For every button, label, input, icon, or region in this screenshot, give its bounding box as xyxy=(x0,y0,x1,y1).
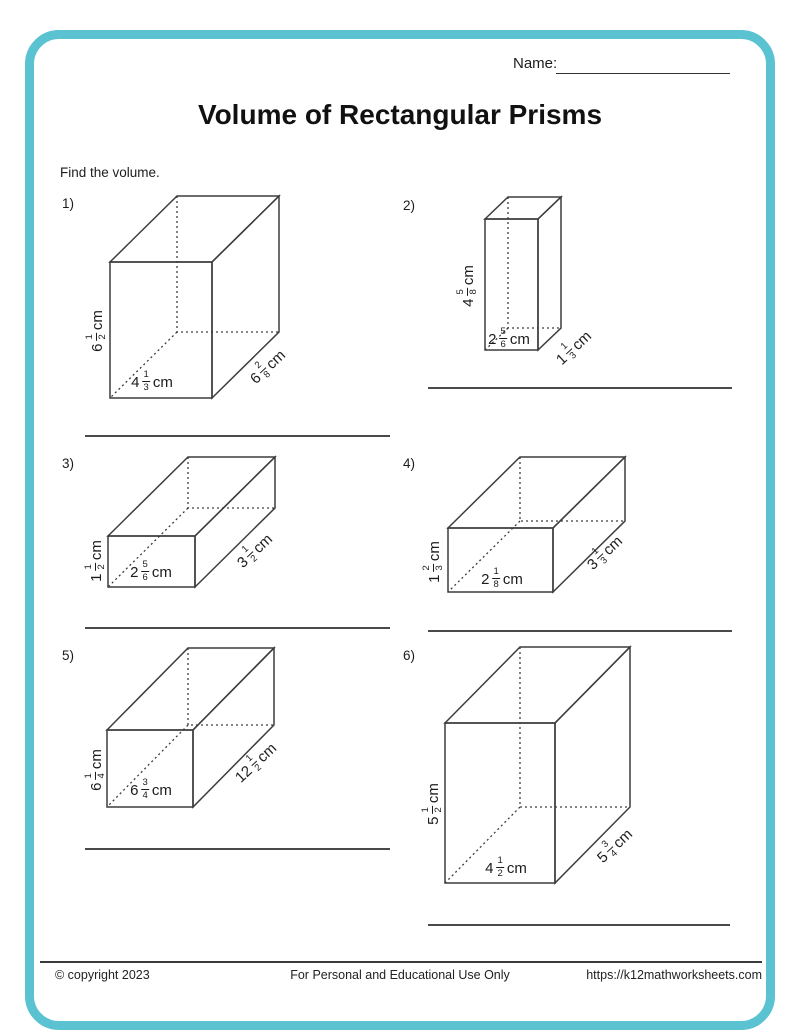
problem-number-1: 1) xyxy=(62,196,75,211)
fraction: 1 2 xyxy=(239,543,260,565)
height-label-4: 1 2 3 cm xyxy=(421,541,445,583)
fraction: 1 3 xyxy=(558,340,579,362)
width-label-2: 2 $\frac{5}{6}$ cm xyxy=(488,326,530,350)
name-label: Name: xyxy=(513,55,558,72)
height-label-1: 6 1 2 cm xyxy=(84,310,108,352)
depth-label-5: 12 1 2 cm xyxy=(231,739,280,786)
fraction: 1 2 xyxy=(84,334,108,340)
width-label-4: 2 $\frac{1}{8}$ cm xyxy=(481,566,523,590)
fraction: 1 2 xyxy=(243,752,264,774)
height-label-6: 5 1 2 cm xyxy=(420,783,444,825)
fraction: 2 3 xyxy=(421,565,445,571)
width-label-1: 4 $\frac{1}{3}$ cm xyxy=(131,369,173,393)
footer-usage: For Personal and Educational Use Only xyxy=(290,968,510,982)
fraction: 2 8 xyxy=(252,359,273,381)
page-title: Volume of Rectangular Prisms xyxy=(197,99,603,130)
depth-label-4: 3 1 3 cm xyxy=(583,532,626,574)
fraction: $\frac{1}{2}$ xyxy=(497,855,503,879)
fraction: $\frac{3}{4}$ xyxy=(142,777,148,801)
fraction: $\frac{1}{3}$ xyxy=(143,369,149,393)
footer-url: https://k12mathworksheets.com xyxy=(586,968,762,982)
fraction: $\frac{5}{6}$ xyxy=(142,559,148,583)
fraction: 1 4 xyxy=(83,773,107,779)
problem-number-4: 4) xyxy=(403,456,416,471)
footer-divider xyxy=(40,961,762,963)
depth-label-3: 3 1 2 cm xyxy=(233,530,276,572)
width-label-5: 6 $\frac{3}{4}$ cm xyxy=(130,777,172,801)
fraction: 5 8 xyxy=(455,289,479,295)
problem-number-3: 3) xyxy=(62,456,75,471)
height-label-3: 1 1 2 cm xyxy=(83,540,107,582)
problem-number-2: 2) xyxy=(403,198,416,213)
fraction: 1 2 xyxy=(83,564,107,570)
fraction: 3 4 xyxy=(599,838,620,860)
width-label-6: 4 $\frac{1}{2}$ cm xyxy=(485,855,527,879)
fraction: $\frac{5}{6}$ xyxy=(500,326,506,350)
fraction: 1 3 xyxy=(589,545,610,567)
problem-number-5: 5) xyxy=(62,648,75,663)
fraction: 1 2 xyxy=(420,807,444,813)
problem-number-6: 6) xyxy=(403,648,416,663)
footer-copyright: © copyright 2023 xyxy=(55,968,150,982)
fraction: $\frac{1}{8}$ xyxy=(493,566,499,590)
height-label-2: 4 5 8 cm xyxy=(455,265,479,307)
depth-label-1: 6 2 8 cm xyxy=(246,346,289,388)
depth-label-2: 1 1 3 cm xyxy=(552,327,595,369)
instruction-text: Find the volume. xyxy=(60,165,160,180)
height-label-5: 6 1 4 cm xyxy=(83,749,107,791)
width-label-3: 2 $\frac{5}{6}$ cm xyxy=(130,559,172,583)
depth-label-6: 5 3 4 cm xyxy=(593,825,636,867)
